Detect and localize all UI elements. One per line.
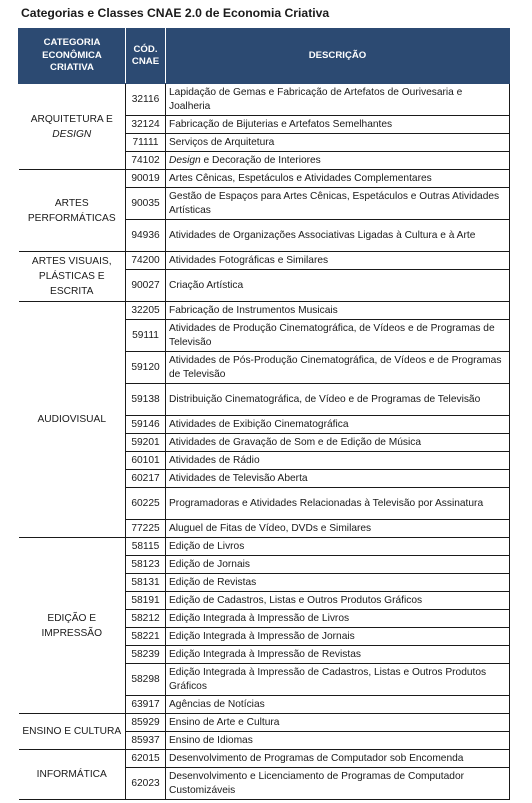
category-artes-performaticas (19, 170, 126, 252)
category-audiovisual: AUDIOVISUAL (19, 302, 126, 538)
table-row (19, 252, 510, 270)
category-artes-performaticas-line2: PERFORMÁTICAS (27, 212, 116, 224)
description: Edição Integrada à Impressão de Jornais (166, 628, 510, 646)
cnae-code: 58221 (126, 628, 166, 646)
description: Atividades de Organizações Associativas Ligadas à Cultura e à Arte (166, 220, 510, 252)
description: Edição Integrada à Impressão de Livros (166, 610, 510, 628)
category-arquitetura-line1: ARQUITETURA E (30, 113, 113, 125)
description: Edição de Jornais (166, 556, 510, 574)
description: Desenvolvimento e Licenciamento de Programas de Computador Customizáveis (166, 768, 510, 800)
cnae-code: 60217 (126, 470, 166, 488)
cnae-code: 90019 (126, 170, 166, 188)
description: Aluguel de Fitas de Vídeo, DVDs e Similares (166, 520, 510, 538)
category-artes-visuais-line3: ESCRITA (50, 286, 94, 297)
description: Ensino de Arte e Cultura (166, 714, 510, 732)
header-cod-line1: CÓD. (133, 43, 158, 55)
description: Gestão de Espaços para Artes Cênicas, Espetáculos e Outras Atividades Artísticas (166, 188, 510, 220)
cnae-code: 58191 (126, 592, 166, 610)
header-categoria-line2: ECONÔMICA (42, 49, 102, 61)
cnae-code: 63917 (126, 696, 166, 714)
description: Distribuição Cinematográfica, de Vídeo e de Programas de Televisão (166, 384, 510, 416)
description: Edição de Livros (166, 538, 510, 556)
cnae-code: 58212 (126, 610, 166, 628)
table-row (19, 750, 510, 768)
cnae-code: 59201 (126, 434, 166, 452)
cnae-code: 62015 (126, 750, 166, 768)
category-ensino: ENSINO E CULTURA (19, 714, 126, 750)
cnae-code: 90035 (126, 188, 166, 220)
description: Agências de Notícias (166, 696, 510, 714)
description: Edição Integrada à Impressão de Revistas (166, 646, 510, 664)
header-categoria-line3: CRIATIVA (50, 62, 94, 74)
description: Edição Integrada à Impressão de Cadastros, Listas e Outros Produtos Gráficos (166, 664, 510, 696)
description: Fabricação de Bijuterias e Artefatos Semelhantes (166, 116, 510, 134)
cnae-code: 58239 (126, 646, 166, 664)
category-arquitetura (19, 84, 126, 170)
description: Atividades de Televisão Aberta (166, 470, 510, 488)
table-row (19, 538, 510, 556)
cnae-code: 85937 (126, 732, 166, 750)
description: Atividades de Rádio (166, 452, 510, 470)
header-cod-line2: CNAE (131, 56, 160, 67)
category-edicao-line1: EDIÇÃO E (47, 612, 97, 624)
category-edicao-line2: IMPRESSÃO (41, 627, 103, 639)
cnae-code: 59146 (126, 416, 166, 434)
category-artes-visuais-line1: ARTES VISUAIS, (31, 256, 112, 267)
cnae-code: 58131 (126, 574, 166, 592)
cnae-code: 59138 (126, 384, 166, 416)
cnae-code: 94936 (126, 220, 166, 252)
description: Serviços de Arquitetura (166, 134, 510, 152)
cnae-code: 62023 (126, 768, 166, 800)
cnae-code: 74200 (126, 252, 166, 270)
description: Lapidação de Gemas e Fabricação de Artefatos de Ourivesaria e Joalheria (166, 84, 510, 116)
description-rest: e Decoração de Interiores (200, 154, 321, 166)
description: Programadoras e Atividades Relacionadas à Televisão por Assinatura (166, 488, 510, 520)
category-artes-performaticas-line1: ARTES (54, 197, 89, 209)
cnae-code: 90027 (126, 270, 166, 302)
table-row (19, 84, 510, 116)
cnae-code: 58123 (126, 556, 166, 574)
cnae-code: 58115 (126, 538, 166, 556)
cnae-code: 59111 (126, 320, 166, 352)
description: Artes Cênicas, Espetáculos e Atividades Complementares (166, 170, 510, 188)
cnae-code: 71111 (126, 134, 166, 152)
category-edicao (19, 538, 126, 714)
table-header-row (19, 29, 510, 84)
cnae-code: 32116 (126, 84, 166, 116)
description-italic: Design (169, 154, 201, 166)
description: Edição de Cadastros, Listas e Outros Produtos Gráficos (166, 592, 510, 610)
table-row (19, 170, 510, 188)
cnae-code: 58298 (126, 664, 166, 696)
category-arquitetura-line2 (21, 127, 124, 142)
cnae-table (18, 28, 510, 800)
category-artes-visuais (19, 252, 126, 302)
header-categoria-line1: CATEGORIA (43, 37, 101, 49)
description: Atividades de Exibição Cinematográfica (166, 416, 510, 434)
cnae-code: 85929 (126, 714, 166, 732)
description: Desenvolvimento de Programas de Computador sob Encomenda (166, 750, 510, 768)
table-row (19, 714, 510, 732)
description: Atividades de Gravação de Som e de Edição de Música (166, 434, 510, 452)
category-artes-visuais-line2: PLÁSTICAS E (38, 271, 105, 282)
description: Atividades Fotográficas e Similares (166, 252, 510, 270)
cnae-code: 32124 (126, 116, 166, 134)
cnae-code: 59120 (126, 352, 166, 384)
description: Criação Artística (166, 270, 510, 302)
cnae-code: 32205 (126, 302, 166, 320)
cnae-code: 74102 (126, 152, 166, 170)
description (166, 152, 510, 170)
header-categoria (19, 29, 126, 84)
cnae-code: 60101 (126, 452, 166, 470)
description: Atividades de Pós-Produção Cinematográfica, de Vídeos e de Programas de Televisão (166, 352, 510, 384)
table-row (19, 302, 510, 320)
page-title: Categorias e Classes CNAE 2.0 de Economia Criativa (21, 6, 330, 20)
description: Fabricação de Instrumentos Musicais (166, 302, 510, 320)
description: Edição de Revistas (166, 574, 510, 592)
header-descricao: DESCRIÇÃO (166, 29, 510, 84)
header-cod (126, 29, 166, 84)
design-italic: DESIGN (52, 128, 92, 140)
cnae-code: 77225 (126, 520, 166, 538)
category-informatica: INFORMÁTICA (19, 750, 126, 800)
description: Ensino de Idiomas (166, 732, 510, 750)
description: Atividades de Produção Cinematográfica, de Vídeos e de Programas de Televisão (166, 320, 510, 352)
cnae-code: 60225 (126, 488, 166, 520)
